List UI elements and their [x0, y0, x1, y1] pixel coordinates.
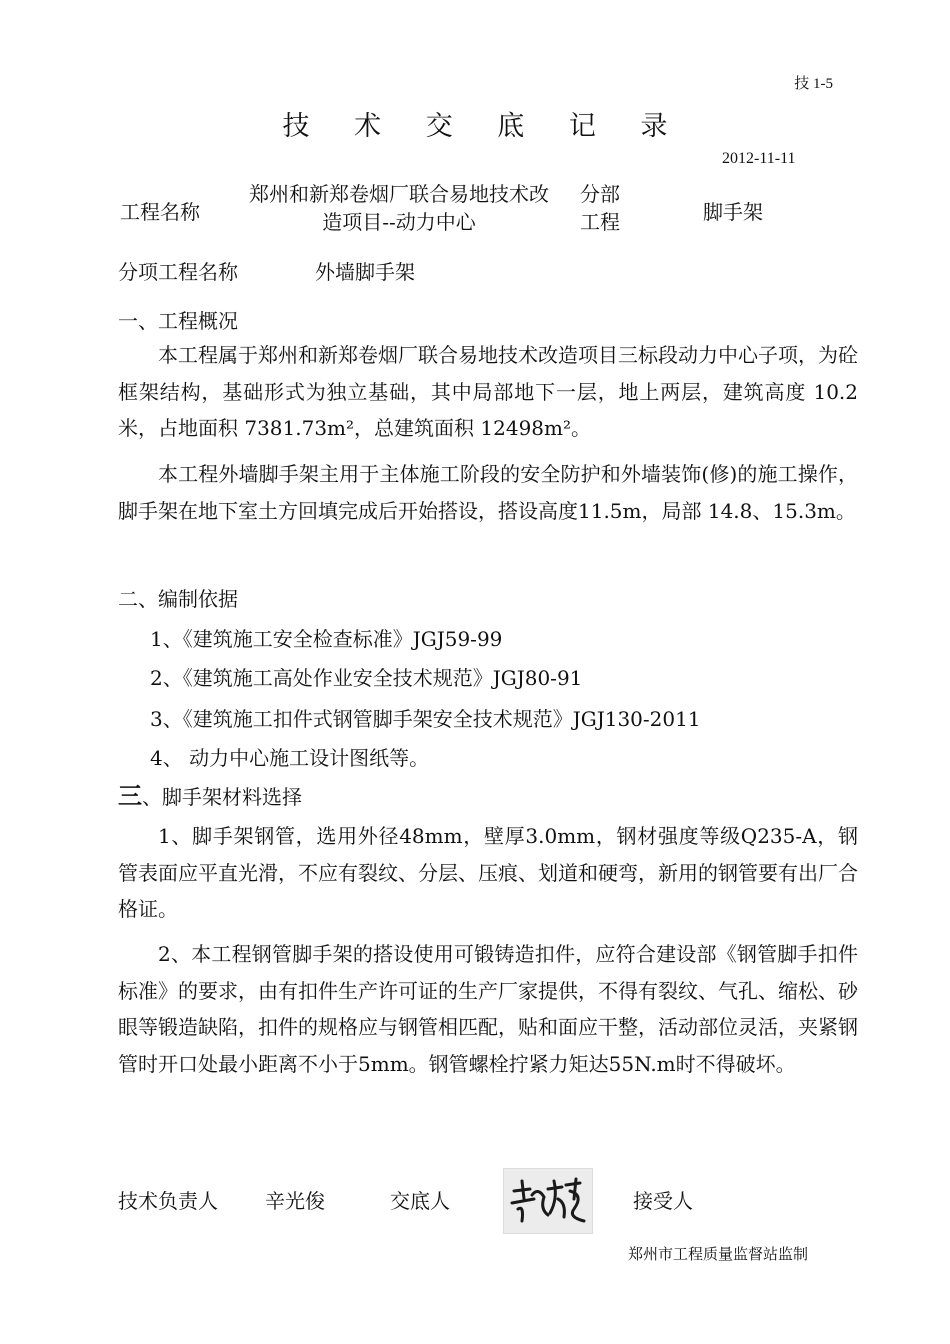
basis-item-1: 1、《建筑施工安全检查标准》JGJ59-99 — [150, 627, 503, 651]
tech-lead-label: 技术负责人 — [118, 1189, 218, 1213]
basis-item-2: 2、《建筑施工高处作业安全技术规范》JGJ80-91 — [150, 666, 583, 690]
section1-para2: 本工程外墙脚手架主用于主体施工阶段的安全防护和外墙装饰(修)的施工操作，脚手架在地下室土方回填完成后开始搭设，搭设高度11.5m，局部 14.8、15.3m。 — [118, 462, 858, 523]
section1-heading: 一、工程概况 — [118, 309, 238, 333]
project-name-label: 工程名称 — [120, 200, 200, 224]
project-name-line1: 郑州和新郑卷烟厂联合易地技术改 — [249, 182, 549, 206]
section3-para2: 2、本工程钢管脚手架的搭设使用可锻铸造扣件，应符合建设部《钢管脚手扣件标准》的要求，由有扣件生产许可证的生产厂家提供，不得有裂纹、气孔、缩松、砂眼等锻造缺陷，扣件的规格应与钢管相匹配，贴和面应干整，活动部位灵活，夹紧钢管时开口处最小距离不小于5mm。钢管螺栓拧紧力矩达55N.m时不得破坏。 — [118, 942, 858, 1076]
section3-heading-text: 、脚手架材料选择 — [142, 785, 302, 809]
subitem-value: 外墙脚手架 — [315, 260, 415, 284]
receiver-label: 接受人 — [633, 1189, 693, 1213]
project-name-line2: 造项目--动力中心 — [322, 210, 476, 234]
division-label — [580, 180, 640, 236]
discloser-label: 交底人 — [390, 1189, 450, 1213]
basis-item-3: 3、《建筑施工扣件式钢管脚手架安全技术规范》JGJ130-2011 — [150, 707, 701, 731]
section3-heading-number: 三 — [118, 782, 142, 810]
division-label-line1: 分部 — [580, 182, 620, 206]
basis-item-4: 4、 动力中心施工设计图纸等。 — [150, 746, 430, 770]
section3-heading — [118, 776, 302, 811]
division-label-line2: 工程 — [580, 210, 620, 234]
project-name-value — [226, 180, 572, 236]
form-code: 技 1-5 — [794, 76, 833, 92]
section3-para1: 1、脚手架钢管，选用外径48mm，壁厚3.0mm，钢材强度等级Q235-A，钢管表面应平直光滑，不应有裂纹、分层、压痕、划道和硬弯，新用的钢管要有出厂合格证。 — [118, 824, 858, 921]
section1-para1: 本工程属于郑州和新郑卷烟厂联合易地技术改造项目三标段动力中心子项，为砼框架结构，基础形式为独立基础，其中局部地下一层，地上两层，建筑高度 10.2 米，占地面积 7381.73m²，总建筑面积 12498m²。 — [118, 343, 858, 440]
document-date: 2012-11-11 — [722, 150, 796, 167]
subitem-label: 分项工程名称 — [118, 260, 238, 284]
division-value: 脚手架 — [703, 200, 763, 224]
section2-heading: 二、编制依据 — [118, 587, 238, 611]
handwritten-signature — [503, 1168, 593, 1234]
signature-image — [504, 1169, 592, 1233]
tech-lead-name: 辛光俊 — [265, 1189, 325, 1213]
document-title: 技 术 交 底 记 录 — [282, 111, 686, 142]
footer-issuer: 郑州市工程质量监督站监制 — [628, 1245, 809, 1263]
